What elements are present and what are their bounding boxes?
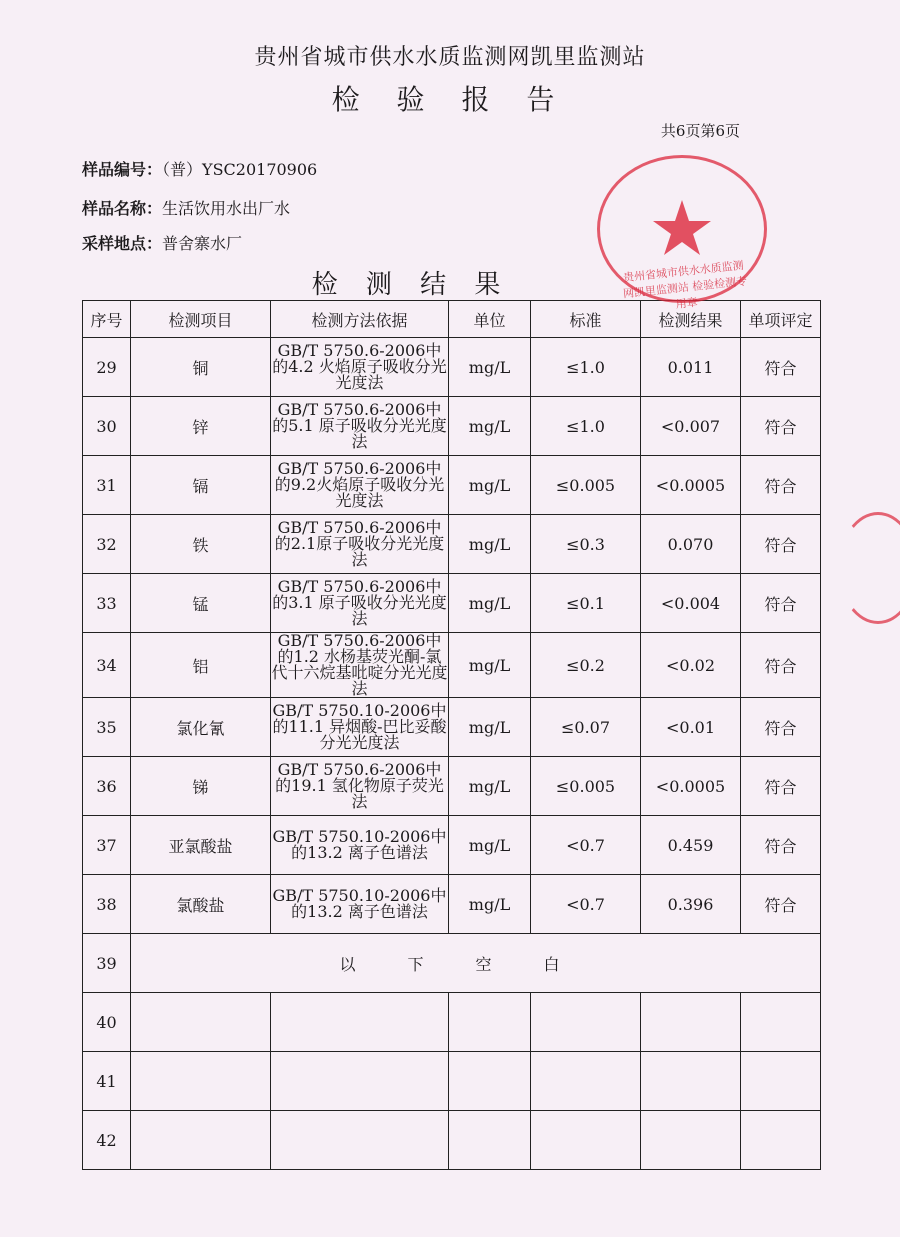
cell-result: 0.011	[641, 338, 741, 397]
cell-empty	[531, 1111, 641, 1170]
cell-result: 0.396	[641, 875, 741, 934]
cell-method: GB/T 5750.10-2006中的13.2 离子色谱法	[271, 816, 449, 875]
cell-no: 33	[83, 574, 131, 633]
cell-item: 亚氯酸盐	[131, 816, 271, 875]
cell-no: 37	[83, 816, 131, 875]
cell-no: 39	[83, 934, 131, 993]
cell-method: GB/T 5750.10-2006中的11.1 异烟酸-巴比妥酸分光光度法	[271, 698, 449, 757]
cell-empty	[131, 1052, 271, 1111]
table-row	[83, 515, 821, 574]
header-method: 检测方法依据	[271, 301, 449, 338]
cell-standard: <0.7	[531, 816, 641, 875]
cell-item: 铁	[131, 515, 271, 574]
cell-no: 32	[83, 515, 131, 574]
page-info: 共6页第6页	[660, 122, 740, 140]
table-row	[83, 456, 821, 515]
header-evaluation: 单项评定	[741, 301, 821, 338]
cell-unit: mg/L	[449, 698, 531, 757]
cell-no: 34	[83, 633, 131, 698]
sample-number-label: 样品编号：	[82, 160, 163, 179]
cell-method: GB/T 5750.6-2006中的5.1 原子吸收分光光度法	[271, 397, 449, 456]
cell-eval: 符合	[741, 338, 821, 397]
table-row-blank	[83, 934, 821, 993]
cell-empty	[531, 1052, 641, 1111]
cell-unit: mg/L	[449, 515, 531, 574]
cell-standard: <0.7	[531, 875, 641, 934]
table-row	[83, 875, 821, 934]
cell-eval: 符合	[741, 698, 821, 757]
cell-standard: ≤0.1	[531, 574, 641, 633]
cell-empty	[449, 1052, 531, 1111]
cell-eval: 符合	[741, 633, 821, 698]
cell-method: GB/T 5750.6-2006中的3.1 原子吸收分光光度法	[271, 574, 449, 633]
cell-item: 锑	[131, 757, 271, 816]
cell-result: <0.0005	[641, 456, 741, 515]
cell-empty	[449, 1111, 531, 1170]
cell-no: 42	[83, 1111, 131, 1170]
cell-standard: ≤1.0	[531, 397, 641, 456]
cell-unit: mg/L	[449, 456, 531, 515]
cell-empty	[741, 1052, 821, 1111]
cell-empty	[741, 993, 821, 1052]
cell-method: GB/T 5750.6-2006中的1.2 水杨基荧光酮-氯代十六烷基吡啶分光光度法	[271, 631, 448, 698]
table-row	[83, 397, 821, 456]
sampling-location-value: 普舍寨水厂	[162, 234, 243, 253]
cell-empty	[641, 993, 741, 1052]
cell-standard: ≤0.2	[531, 633, 641, 698]
cell-method: GB/T 5750.6-2006中的2.1原子吸收分光光度法	[271, 515, 449, 574]
blank-note: 以下空白	[131, 934, 821, 993]
cell-item: 铝	[131, 633, 271, 698]
cell-eval: 符合	[741, 875, 821, 934]
cell-unit: mg/L	[449, 757, 531, 816]
cell-unit: mg/L	[449, 574, 531, 633]
table-row	[83, 633, 821, 698]
report-title: 检 验 报 告	[331, 83, 569, 116]
cell-unit: mg/L	[449, 816, 531, 875]
cell-result: 0.070	[641, 515, 741, 574]
header-standard: 标准	[531, 301, 641, 338]
cell-method: GB/T 5750.10-2006中的13.2 离子色谱法	[271, 875, 449, 934]
table-row-empty	[83, 1052, 821, 1111]
cell-result: <0.01	[641, 698, 741, 757]
cell-result: <0.004	[641, 574, 741, 633]
sample-number	[82, 157, 317, 180]
cell-result: <0.02	[641, 633, 741, 698]
cell-item: 锌	[131, 397, 271, 456]
cell-standard: ≤1.0	[531, 338, 641, 397]
results-title: 检 测 结 果	[311, 270, 511, 300]
cell-item: 锰	[131, 574, 271, 633]
sample-name	[82, 196, 290, 219]
cell-item: 镉	[131, 456, 271, 515]
cell-result: 0.459	[641, 816, 741, 875]
header-no: 序号	[83, 301, 131, 338]
cell-method: GB/T 5750.6-2006中的4.2 火焰原子吸收分光光度法	[271, 338, 449, 397]
cell-eval: 符合	[741, 816, 821, 875]
cell-unit: mg/L	[449, 875, 531, 934]
cell-method: GB/T 5750.6-2006中的9.2火焰原子吸收分光光度法	[271, 456, 449, 515]
cell-empty	[131, 1111, 271, 1170]
cell-empty	[641, 1111, 741, 1170]
header-item: 检测项目	[131, 301, 271, 338]
cell-empty	[741, 1111, 821, 1170]
sample-name-label: 样品名称：	[82, 199, 163, 218]
cell-unit: mg/L	[449, 397, 531, 456]
sampling-location	[82, 231, 242, 254]
cell-no: 41	[83, 1052, 131, 1111]
cell-empty	[131, 993, 271, 1052]
cell-result: <0.007	[641, 397, 741, 456]
official-seal	[597, 155, 767, 312]
table-row	[83, 816, 821, 875]
table-row	[83, 338, 821, 397]
cell-method: GB/T 5750.6-2006中的19.1 氢化物原子荧光法	[271, 757, 449, 816]
cell-eval: 符合	[741, 515, 821, 574]
cell-no: 38	[83, 875, 131, 934]
table-row-empty	[83, 1111, 821, 1170]
header-result: 检测结果	[641, 301, 741, 338]
sample-number-value: （普）YSC20170906	[162, 160, 318, 179]
cell-empty	[271, 993, 449, 1052]
cell-unit: mg/L	[449, 633, 531, 698]
seal-text: 贵州省城市供水水质监测网凯里监测站 检验检测专用章	[622, 258, 748, 312]
organization-name: 贵州省城市供水水质监测网凯里监测站	[254, 45, 646, 70]
table-row-empty	[83, 993, 821, 1052]
cell-eval: 符合	[741, 757, 821, 816]
cell-eval: 符合	[741, 574, 821, 633]
cell-no: 29	[83, 338, 131, 397]
cell-unit: mg/L	[449, 338, 531, 397]
cell-no: 31	[83, 456, 131, 515]
cell-result: <0.0005	[641, 757, 741, 816]
cell-standard: ≤0.005	[531, 757, 641, 816]
cell-empty	[449, 993, 531, 1052]
header-unit: 单位	[449, 301, 531, 338]
cell-no: 36	[83, 757, 131, 816]
cell-item: 氯化氰	[131, 698, 271, 757]
cell-no: 30	[83, 397, 131, 456]
cell-item: 氯酸盐	[131, 875, 271, 934]
cell-eval: 符合	[741, 456, 821, 515]
cell-empty	[271, 1111, 449, 1170]
sampling-location-label: 采样地点：	[82, 234, 163, 253]
cell-empty	[641, 1052, 741, 1111]
cell-item: 铜	[131, 338, 271, 397]
cell-standard: ≤0.005	[531, 456, 641, 515]
cell-standard: ≤0.07	[531, 698, 641, 757]
cell-empty	[531, 993, 641, 1052]
cell-empty	[271, 1052, 449, 1111]
cell-no: 40	[83, 993, 131, 1052]
partial-seal	[838, 512, 900, 624]
table-row	[83, 574, 821, 633]
cell-standard: ≤0.3	[531, 515, 641, 574]
table-row	[83, 698, 821, 757]
results-table	[82, 300, 821, 1170]
cell-eval: 符合	[741, 397, 821, 456]
table-row	[83, 757, 821, 816]
cell-no: 35	[83, 698, 131, 757]
sample-name-value: 生活饮用水出厂水	[162, 199, 291, 218]
